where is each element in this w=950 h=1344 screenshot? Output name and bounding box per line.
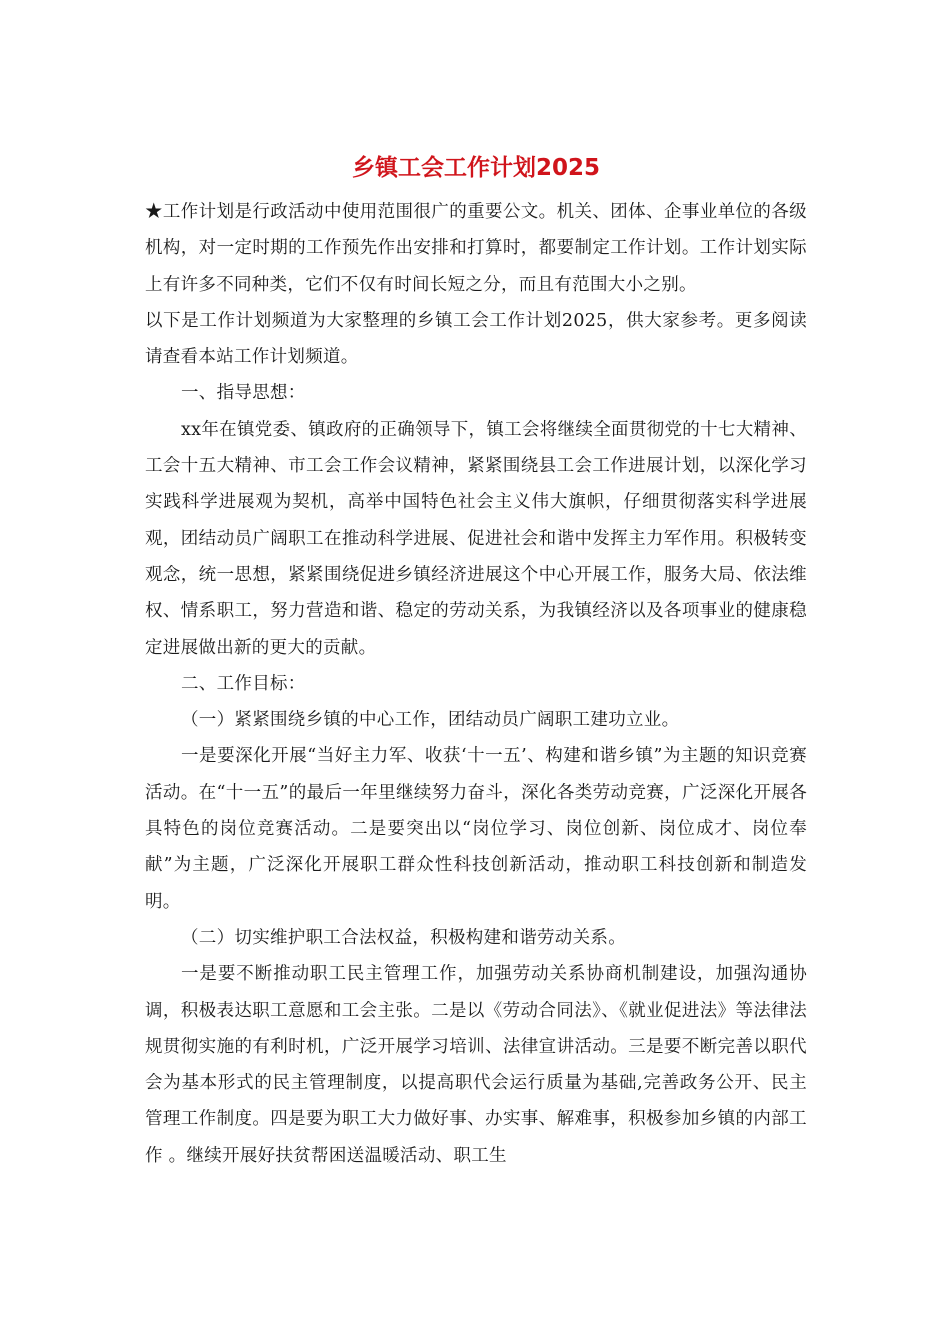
document-page [145,150,807,1174]
paragraph-source-note: 以下是工作计划频道为大家整理的乡镇工会工作计划2025，供大家参考。更多阅读请查看本站工作计划频道。 [145,310,807,368]
subsection-heading-2: （二）切实维护职工合法权益，积极构建和谐劳动关系。 [181,927,626,948]
paragraph-intro: ★工作计划是行政活动中使用范围很广的重要公文。机关、团体、企事业单位的各级机构，对一定时期的工作预先作出安排和打算时，都要制定工作计划。工作计划实际上有许多不同种类，它们不仅有时间长短之分，而且有范围大小之别。 [145,202,807,295]
section-heading-work-goals: 二、工作目标： [181,673,306,694]
document-title: 乡镇工会工作计划2025 [351,155,600,181]
paragraph-subsection-2: 一是要不断推动职工民主管理工作，加强劳动关系协商机制建设，加强沟通协调，积极表达职工意愿和工会主张。二是以《劳动合同法》、《就业促进法》等法律法规贯彻实施的有利时机，广泛开展学习培训、法律宣讲活动。三是要不断完善以职代会为基本形式的民主管理制度，以提高职代会运行质量为基础,完善政务公开、民主管理工作制度。四是要为职工大力做好事、办实事、解难事，积极参加乡镇的内部工作 。继续开展好扶贫帮困送温暖活动、职工生 [145,964,807,1166]
document-body [145,194,807,1174]
section-heading-guiding-thought: 一、指导思想： [181,383,306,404]
subsection-heading-1: （一）紧紧围绕乡镇的中心工作，团结动员广阔职工建功立业。 [181,710,680,731]
paragraph-subsection-1: 一是要深化开展“当好主力军、收获‘十一五’、构建和谐乡镇”为主题的知识竞赛活动。在“十一五”的最后一年里继续努力奋斗，深化各类劳动竞赛，广泛深化开展各具特色的岗位竞赛活动。二是要突出以“岗位学习、岗位创新、岗位成才、岗位奉献”为主题，广泛深化开展职工群众性科技创新活动，推动职工科技创新和制造发明。 [145,746,807,912]
paragraph-guiding-thought: xx年在镇党委、镇政府的正确领导下，镇工会将继续全面贯彻党的十七大精神、工会十五大精神、市工会工作会议精神，紧紧围绕县工会工作进展计划，以深化学习实践科学进展观为契机，高举中国特色社会主义伟大旗帜，仔细贯彻落实科学进展观，团结动员广阔职工在推动科学进展、促进社会和谐中发挥主力军作用。积极转变观念，统一思想，紧紧围绕促进乡镇经济进展这个中心开展工作，服务大局、依法维权、情系职工，努力营造和谐、稳定的劳动关系，为我镇经济以及各项事业的健康稳定进展做出新的更大的贡献。 [145,419,807,658]
